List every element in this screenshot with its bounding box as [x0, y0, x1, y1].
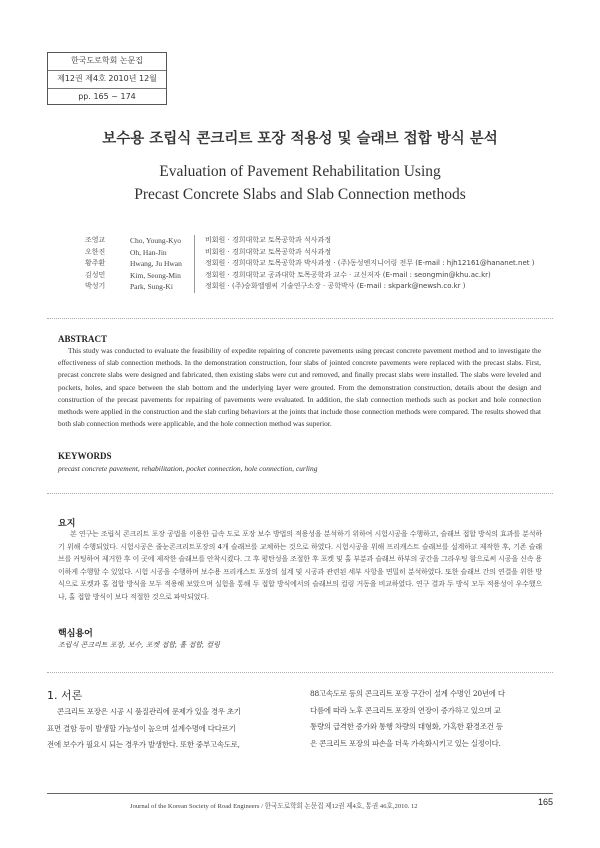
author-name-english: Park, Sung-Ki — [130, 282, 173, 292]
journal-info-box — [47, 52, 167, 105]
intro-line: 통량의 급격한 증가와 통행 차량의 대형화, 가혹한 환경조건 등 — [310, 722, 503, 732]
author-name-english: Kim, Seong-Min — [130, 270, 181, 280]
intro-line: 은 콘크리트 포장의 파손을 더욱 가속화시키고 있는 실정이다. — [310, 738, 501, 748]
author-affiliation: 정회원 · 경희대학교 토목공학과 박사과정 · (주)동성엔지니어링 전무 (E-mail : hjh12161@hananet.net ) — [205, 259, 535, 268]
intro-line: 다름에 따라 노후 콘크리트 포장의 연장이 증가하고 있으며 교 — [310, 705, 501, 715]
korean-keywords-heading: 핵심용어 — [58, 629, 93, 639]
author-name-korean: 김성민 — [85, 270, 106, 279]
author-row — [85, 270, 555, 282]
title-english-line1: Evaluation of Pavement Rehabilitation Using — [159, 163, 441, 180]
journal-pages: pp. 165 ~ 174 — [78, 92, 136, 101]
abstract-heading: ABSTRACT — [58, 334, 108, 344]
intro-heading: 1. 서론 — [47, 689, 83, 702]
intro-right-column — [310, 686, 554, 752]
title-english — [0, 160, 600, 206]
title-korean: 보수용 조립식 콘크리트 포장 적용성 및 슬래브 접합 방식 분석 — [102, 131, 498, 147]
author-affiliation: 비회원 · 경희대학교 토목공학과 석사과정 — [205, 236, 332, 244]
intro-left-column — [47, 704, 292, 754]
korean-keywords-body: 조립식 콘크리트 포장, 보수, 포켓 접합, 홀 접합, 컬링 — [58, 641, 220, 649]
author-name-korean: 박성기 — [85, 282, 106, 291]
author-name-english: Hwang, Ju Hwan — [130, 259, 182, 269]
abstract-body: This study was conducted to evaluate the feasibility of expedite repairing of concrete pavements using precast concrete pavement method and to investigate the effectiveness of slab connection methods. In the demonstration construction, four slabs of jointed concrete pavements were replaced with the precast slabs. First, precast concrete slabs were designed and fabricated, then existing slabs were cut and removed, and finally precast slabs were installed. The slabs were leveled and pockets, holes, and space between the slab bottom and the underlying layer were grouted. From the demonstration construction, details about the design and construction of the precast pavements for repairing of pavements were evaluated. In addition, the slab connection methods such as pocket and hole connection methods were applied in the construction and the slab curling behaviors at the joints that include those connection methods were compared. The results showed that both slab connection methods were applicable, and the hole connection method was superior. — [58, 346, 541, 429]
intro-line: 콘크리트 포장은 시공 시 품질관리에 문제가 있을 경우 초기 — [57, 707, 241, 716]
korean-abstract-body: 본 연구는 조립식 콘크리트 포장 공법을 이용한 급속 도로 포장 보수 방법의 적용성을 분석하기 위하여 시험시공을 수행하고, 슬래브 접합 방식의 효과를 분석하기 위해 수행되었다. 시험시공은 줄눈콘크리트포장의 4개 슬래브를 교체하는 것으로 하였다. 시험시공을 위해 프리캐스트 슬래브를 설계하고 제작한 후, 기존 슬래브를 커팅하여 제거한 후 이 곳에 제작한 슬래브를 안착시켰다. 그 후 평탄성을 조절한 후 포켓 및 홀 부분과 슬래브 하부의 공간을 그라우팅 함으로써 시공을 신속 용이하게 수행할 수 있었다. 시험 시공을 수행하며 보수용 프리캐스트 포장의 설계 및 시공과 관련된 세부 사항을 면밀히 분석하였다. 또한 슬래브 간의 연결을 위한 방식으로 포켓과 홀 접합 방식을 모두 적용해 보았으며 실험을 통해 두 접합 방식에서의 슬래브의 컬링 거동을 비교하였다. 연구 결과 두 방식 모두 적용성이 우수했으나, 홀 접합 방식이 보다 적절한 것으로 파악되었다. — [58, 530, 542, 601]
keywords-body: precast concrete pavement, rehabilitation, pocket connection, hole connection, curling — [58, 464, 318, 473]
author-row — [85, 258, 555, 270]
author-affiliation: 정회원 · (주)승화엘엠씨 기술연구소장 · 공학박사 (E-mail : skpark@newsh.co.kr ) — [205, 282, 466, 291]
footer-citation: Journal of the Korean Society of Road Engineers / 한국도로학회 논문집 제12권 제4호, 통권 46호,2010. 12 — [130, 803, 418, 810]
journal-issue: 제12권 제4호 2010년 12월 — [48, 71, 166, 89]
intro-line: 전에 보수가 필요시 되는 경우가 발생한다. 또한 중부고속도로, — [47, 740, 240, 750]
author-name-english: Cho, Young-Kyo — [130, 236, 182, 245]
footer-rule — [47, 793, 553, 794]
author-affiliation: 비회원 · 경희대학교 토목공학과 석사과정 — [205, 247, 332, 256]
intro-line: 표면 결함 등이 발생할 가능성이 높으며 설계수명에 다다르기 — [47, 723, 236, 733]
section-divider — [47, 493, 553, 494]
section-divider — [47, 318, 553, 319]
keywords-heading: KEYWORDS — [58, 451, 112, 461]
author-list — [85, 235, 555, 293]
page-number: 165 — [537, 797, 553, 807]
author-name-korean: 조영교 — [85, 236, 106, 244]
section-divider — [47, 672, 553, 673]
author-name-korean: 황주환 — [85, 259, 106, 268]
intro-line: 88고속도로 등의 콘크리트 포장 구간이 설계 수명인 20년에 다 — [310, 689, 505, 698]
author-row — [85, 281, 555, 293]
author-row — [85, 247, 555, 259]
korean-abstract-heading: 요지 — [58, 519, 76, 529]
author-row — [85, 235, 555, 247]
author-name-english: Oh, Han-Jin — [130, 247, 167, 257]
author-name-korean: 오한진 — [85, 247, 106, 256]
author-affiliation: 정회원 · 경희대학교 공과대학 토목공학과 교수 · 교신저자 (E-mail : seongmin@khu.ac.kr) — [205, 270, 491, 279]
title-english-line2: Precast Concrete Slabs and Slab Connection methods — [134, 186, 466, 203]
journal-name: 한국도로학회 논문집 — [48, 53, 166, 71]
